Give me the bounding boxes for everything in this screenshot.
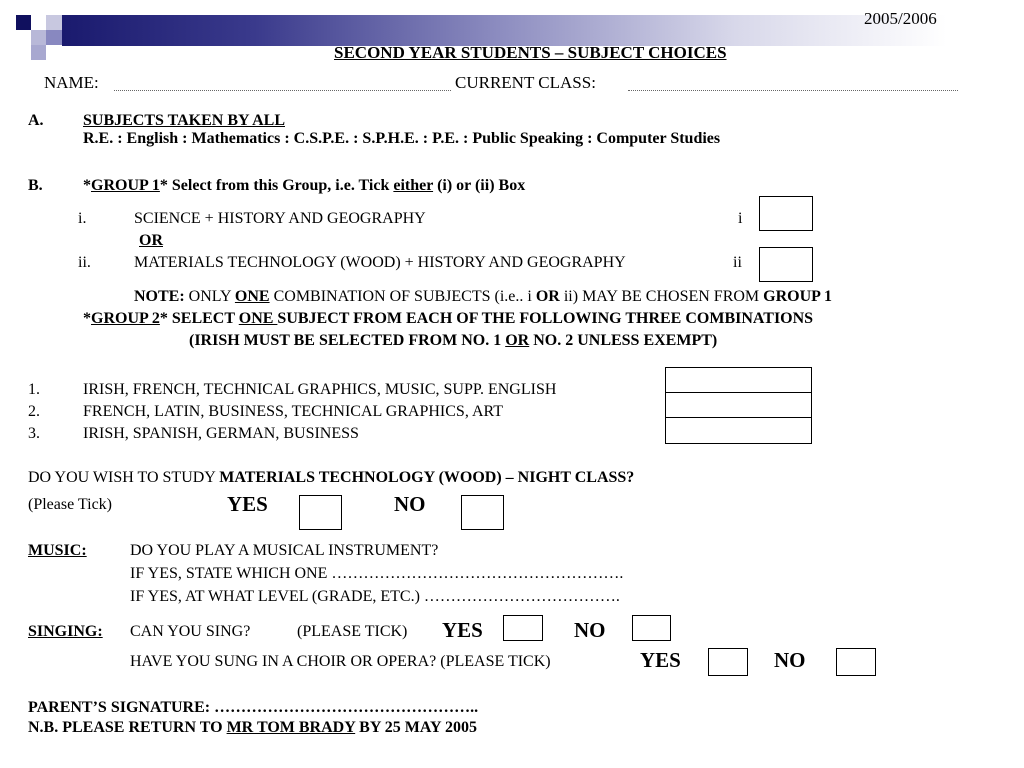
option-i-tickbox[interactable] — [759, 196, 813, 231]
decor-square-light — [31, 30, 46, 45]
night-class-yes-tickbox[interactable] — [299, 495, 342, 530]
night-class-no-label: NO — [394, 492, 426, 516]
singing-q1-yes-label: YES — [442, 618, 483, 642]
section-b-letter: B. — [28, 177, 43, 194]
night-class-question: DO YOU WISH TO STUDY MATERIALS TECHNOLOGY (WOOD) – NIGHT CLASS? — [28, 469, 635, 486]
option-ii-number: ii. — [78, 254, 91, 271]
section-a-letter: A. — [28, 112, 44, 129]
return-instruction: N.B. PLEASE RETURN TO MR TOM BRADY BY 25 MAY 2005 — [28, 719, 477, 736]
night-class-yes-label: YES — [227, 492, 268, 516]
combination-2-text: FRENCH, LATIN, BUSINESS, TECHNICAL GRAPHICS, ART — [83, 403, 503, 420]
music-label: MUSIC: — [28, 542, 87, 559]
music-question-2: IF YES, STATE WHICH ONE ………………………………………………. — [130, 565, 624, 582]
decor-square-mid — [46, 15, 62, 30]
night-class-please-tick: (Please Tick) — [28, 496, 112, 513]
singing-q1-yes-tickbox[interactable] — [503, 615, 543, 641]
singing-q2-yes-tickbox[interactable] — [708, 648, 748, 676]
class-label: CURRENT CLASS: — [455, 73, 596, 92]
irish-requirement: (IRISH MUST BE SELECTED FROM NO. 1 OR NO. 2 UNLESS EXEMPT) — [189, 332, 718, 349]
group1-note: NOTE: ONLY ONE COMBINATION OF SUBJECTS (i.e.. i OR ii) MAY BE CHOSEN FROM GROUP 1 — [134, 288, 833, 305]
night-class-no-tickbox[interactable] — [461, 495, 504, 530]
decor-square-dark — [16, 15, 31, 30]
option-i-tag: i — [738, 210, 743, 227]
name-field[interactable] — [114, 90, 451, 91]
combination-3-text: IRISH, SPANISH, GERMAN, BUSINESS — [83, 425, 359, 442]
class-field[interactable] — [628, 90, 958, 91]
combination-1-number: 1. — [28, 381, 40, 398]
combination-3-number: 3. — [28, 425, 40, 442]
singing-q1-no-label: NO — [574, 618, 606, 642]
singing-question-1-tick: (PLEASE TICK) — [297, 623, 408, 640]
parent-signature-line: PARENT’S SIGNATURE: ………………………………………….. — [28, 699, 479, 716]
option-ii-tag: ii — [733, 254, 742, 271]
page-title: SECOND YEAR STUDENTS – SUBJECT CHOICES — [334, 43, 727, 62]
decor-square-mid2 — [31, 45, 46, 60]
group1-instruction: *GROUP 1* Select from this Group, i.e. Tick either (i) or (ii) Box — [83, 177, 526, 194]
combination-1-text: IRISH, FRENCH, TECHNICAL GRAPHICS, MUSIC, SUPP. ENGLISH — [83, 381, 557, 398]
singing-question-2: HAVE YOU SUNG IN A CHOIR OR OPERA? (PLEASE TICK) — [130, 653, 551, 670]
year-label: 2005/2006 — [864, 9, 937, 28]
music-question-3: IF YES, AT WHAT LEVEL (GRADE, ETC.) ………………………………. — [130, 588, 620, 605]
section-a-subjects: R.E. : English : Mathematics : C.S.P.E. : S.P.H.E. : P.E. : Public Speaking : Computer Studies — [83, 130, 721, 147]
combination-1-answer-box[interactable] — [665, 367, 812, 394]
option-i-number: i. — [78, 210, 87, 227]
singing-q2-yes-label: YES — [640, 648, 681, 672]
singing-q2-no-label: NO — [774, 648, 806, 672]
section-a-heading: SUBJECTS TAKEN BY ALL — [83, 112, 285, 129]
option-ii-text: MATERIALS TECHNOLOGY (WOOD) + HISTORY AND GEOGRAPHY — [134, 254, 626, 271]
singing-label: SINGING: — [28, 623, 103, 640]
decor-square-pale — [46, 30, 62, 45]
option-i-text: SCIENCE + HISTORY AND GEOGRAPHY — [134, 210, 426, 227]
combination-2-number: 2. — [28, 403, 40, 420]
singing-q2-no-tickbox[interactable] — [836, 648, 876, 676]
music-question-1: DO YOU PLAY A MUSICAL INSTRUMENT? — [130, 542, 439, 559]
combination-2-answer-box[interactable] — [665, 392, 812, 419]
or-label: OR — [139, 232, 163, 249]
singing-q1-no-tickbox[interactable] — [632, 615, 671, 641]
singing-question-1: CAN YOU SING? — [130, 623, 251, 640]
group2-instruction: *GROUP 2* SELECT ONE SUBJECT FROM EACH OF THE FOLLOWING THREE COMBINATIONS — [83, 310, 814, 327]
option-ii-tickbox[interactable] — [759, 247, 813, 282]
name-label: NAME: — [44, 73, 99, 92]
combination-3-answer-box[interactable] — [665, 417, 812, 444]
